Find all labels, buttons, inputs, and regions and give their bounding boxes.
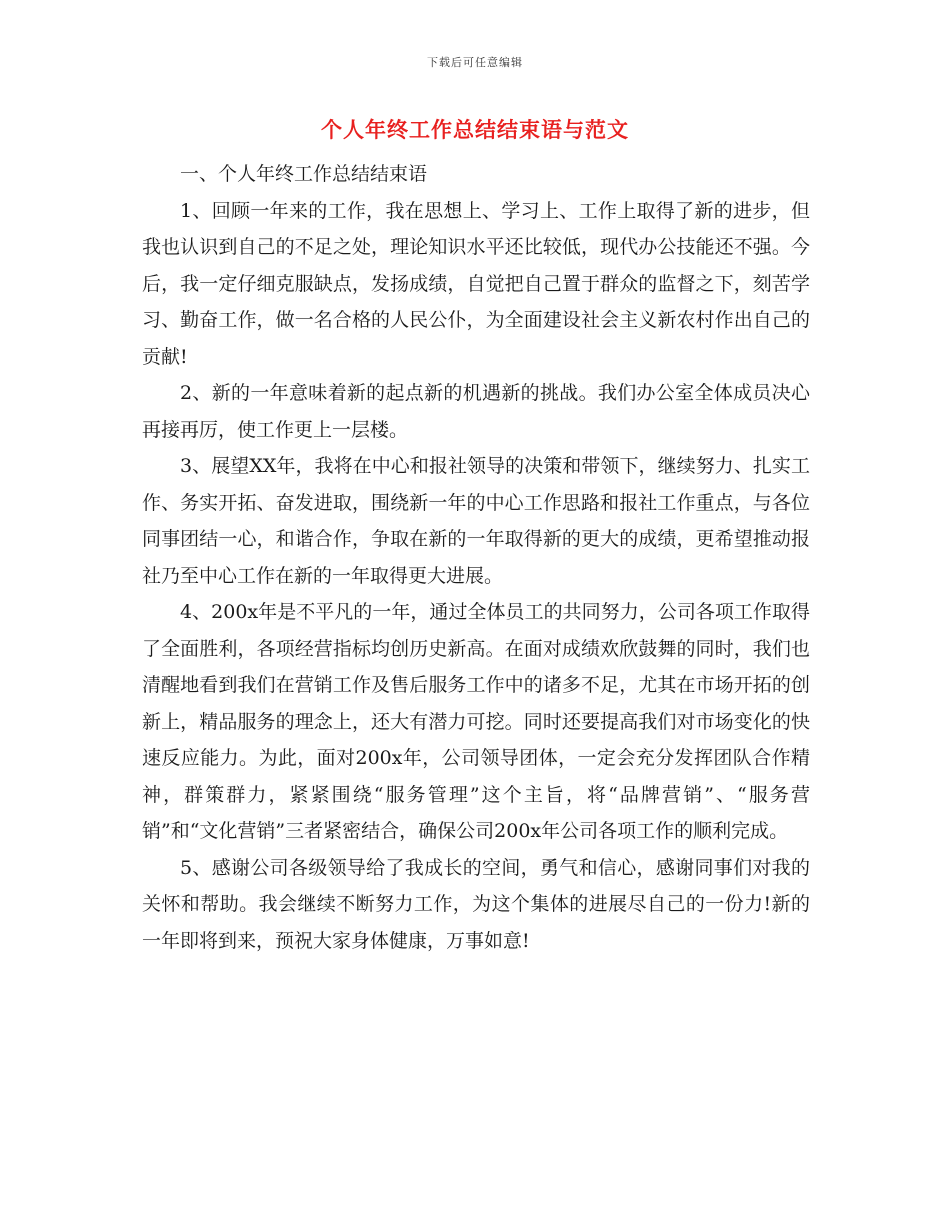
paragraph-2: 2、新的一年意味着新的起点新的机遇新的挑战。我们办公室全体成员决心再接再厉，使工作更上一层楼。 bbox=[142, 382, 810, 441]
paragraph-5: 5、感谢公司各级领导给了我成长的空间，勇气和信心，感谢同事们对我的关怀和帮助。我会继续不断努力工作，为这个集体的进展尽自己的一份力!新的一年即将到来，预祝大家身体健康，万事如意! bbox=[142, 856, 810, 952]
paragraph-4: 4、200x年是不平凡的一年，通过全体员工的共同努力，公司各项工作取得了全面胜利，各项经营指标均创历史新高。在面对成绩欢欣鼓舞的同时，我们也清醒地看到我们在营销工作及售后服务工作中的诸多不足，尤其在市场开拓的创新上，精品服务的理念上，还大有潜力可挖。同时还要提高我们对市场变化的快速反应能力。为此，面对200x年，公司领导团体，一定会充分发挥团队合作精神，群策群力，紧紧围绕“服务管理”这个主旨，将“品牌营销”、“服务营销”和“文化营销”三者紧密结合，确保公司200x年公司各项工作的顺利完成。 bbox=[142, 601, 810, 842]
paragraph-1: 1、回顾一年来的工作，我在思想上、学习上、工作上取得了新的进步，但我也认识到自己的不足之处，理论知识水平还比较低，现代办公技能还不强。今后，我一定仔细克服缺点，发扬成绩，自觉把自己置于群众的监督之下，刻苦学习、勤奋工作，做一名合格的人民公仆，为全面建设社会主义新农村作出自己的贡献! bbox=[142, 199, 810, 368]
document-title: 个人年终工作总结结束语与范文 bbox=[321, 117, 629, 142]
page-header-note: 下载后可任意编辑 bbox=[427, 56, 523, 69]
section-heading: 一、个人年终工作总结结束语 bbox=[180, 163, 428, 185]
paragraph-3: 3、展望XX年，我将在中心和报社领导的决策和带领下，继续努力、扎实工作、务实开拓、奋发进取，围绕新一年的中心工作思路和报社工作重点，与各位同事团结一心，和谐合作，争取在新的一年取得新的更大的成绩，更希望推动报社乃至中心工作在新的一年取得更大进展。 bbox=[142, 455, 810, 587]
document-body bbox=[142, 156, 810, 959]
